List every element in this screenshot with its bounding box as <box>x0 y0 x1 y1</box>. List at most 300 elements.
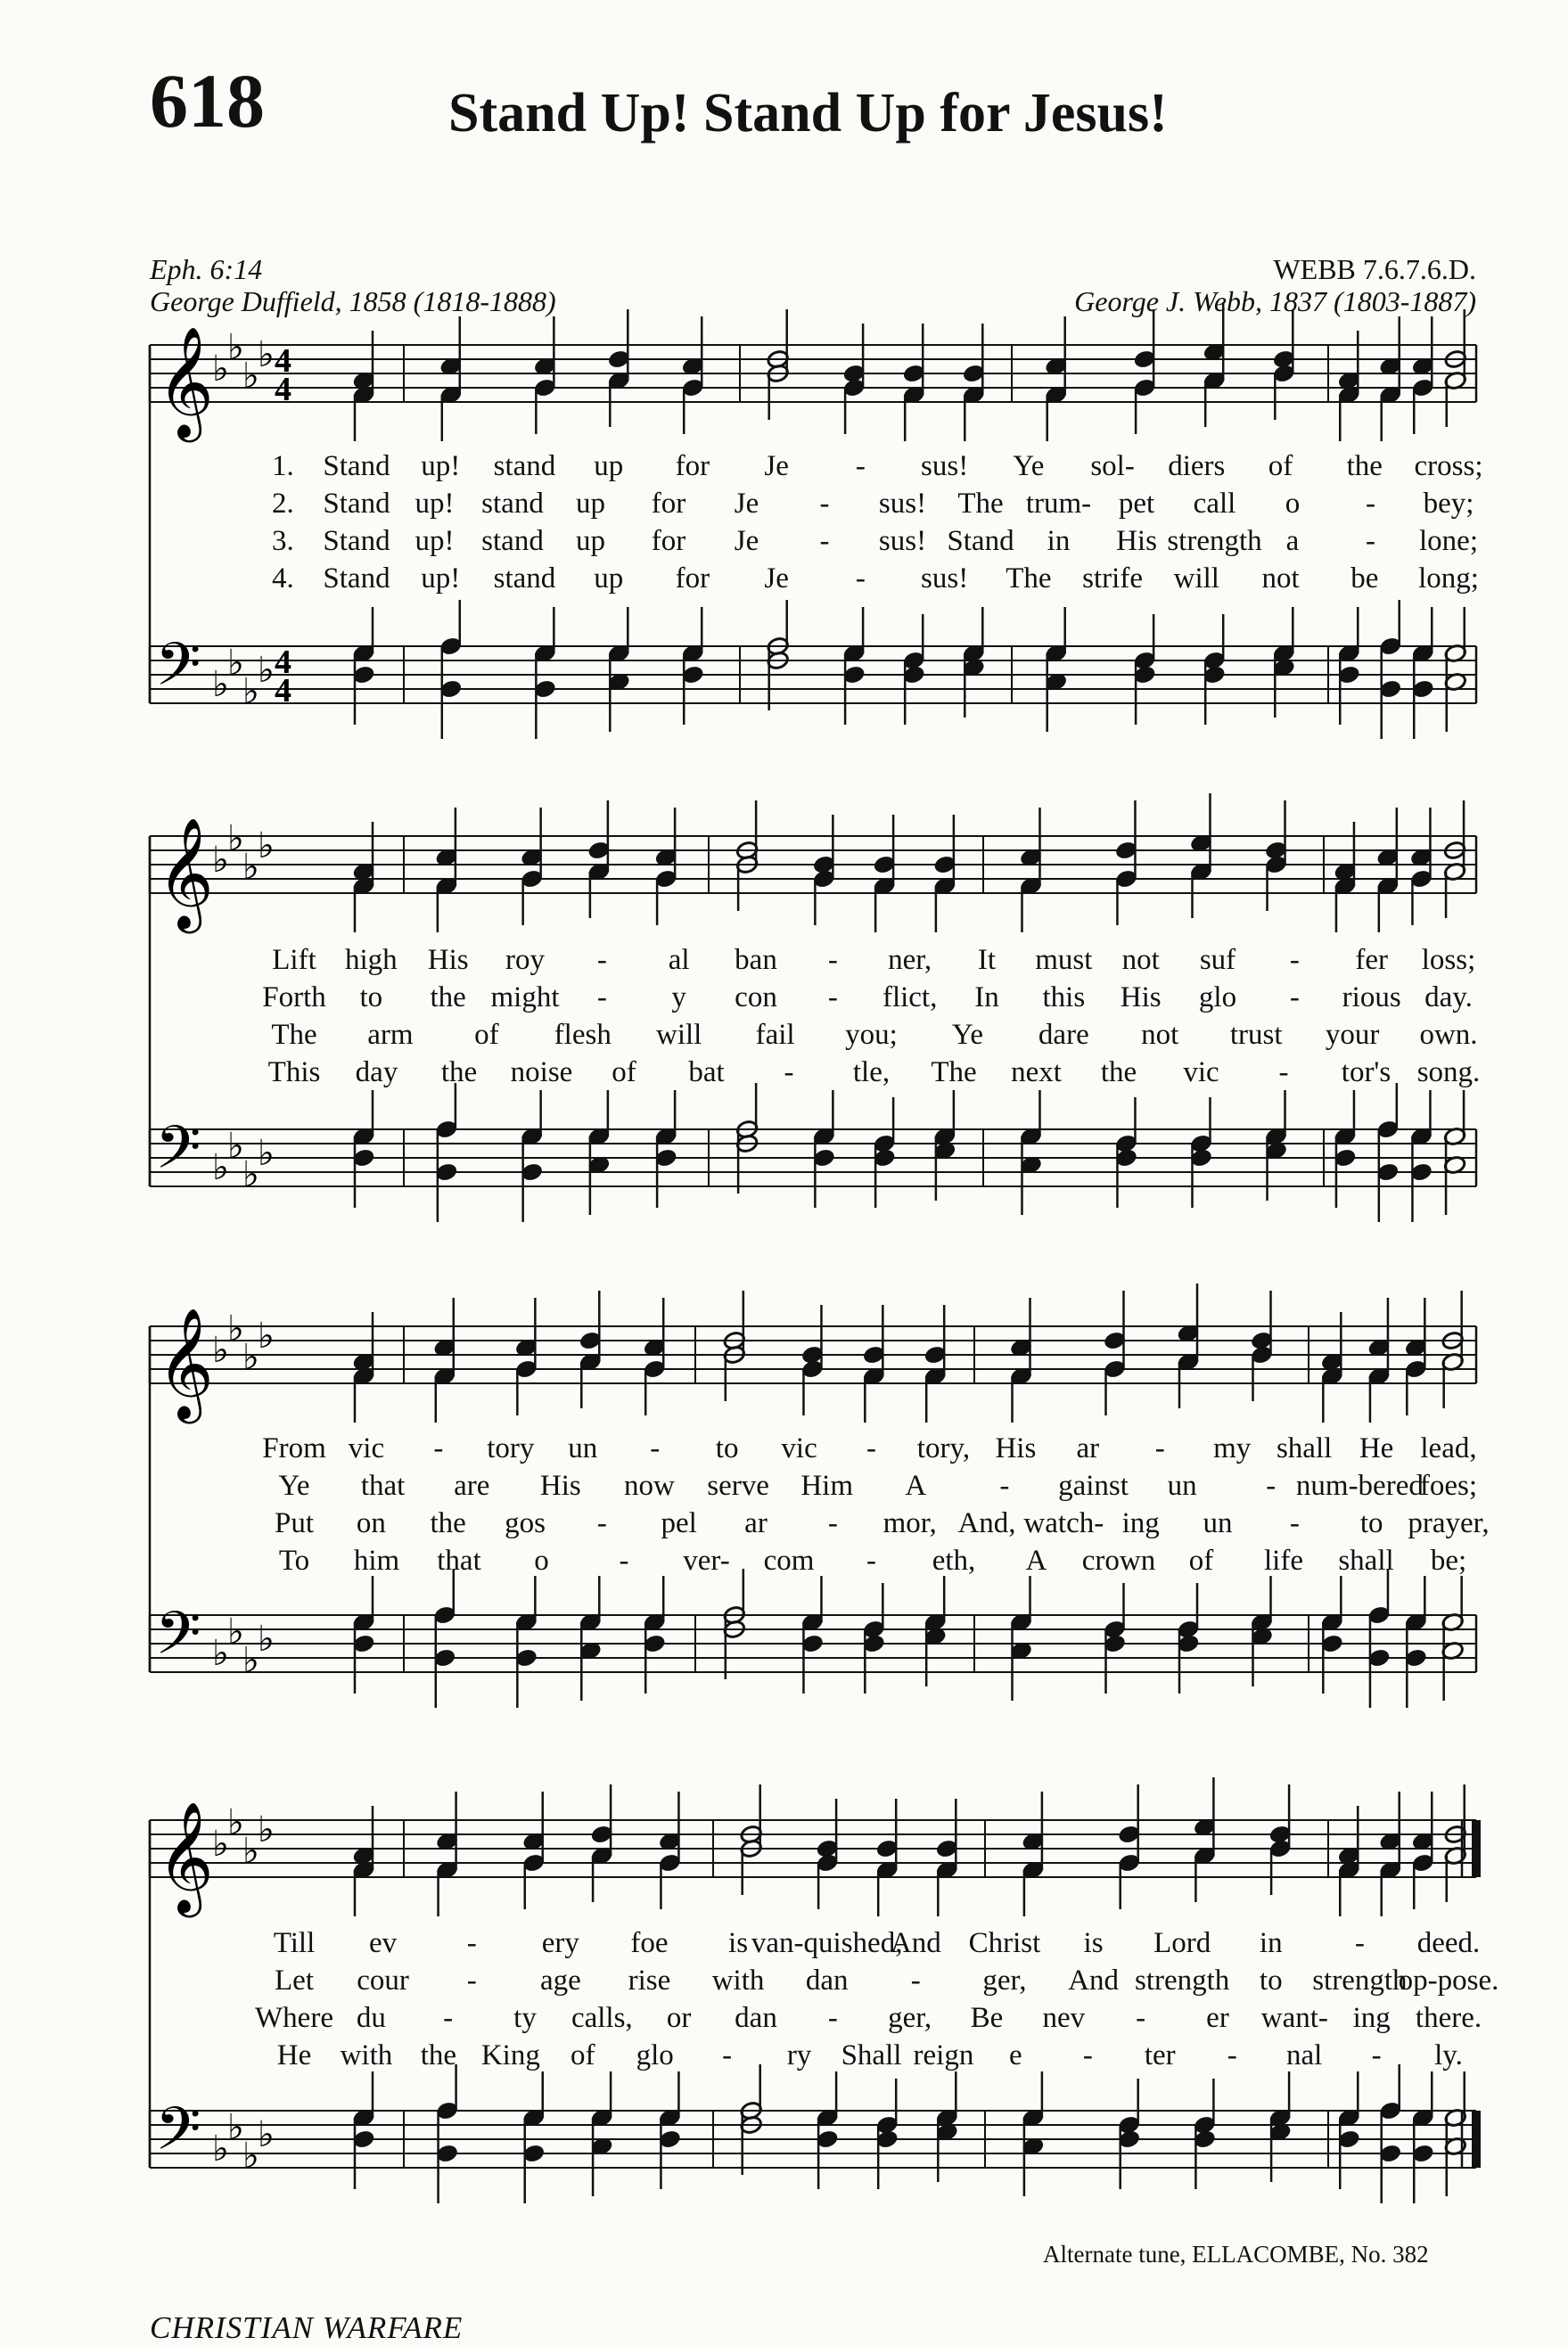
lyric-syllable: must <box>1035 944 1093 976</box>
lyric-syllable: - <box>1366 488 1375 520</box>
treble-staff <box>150 817 1476 933</box>
hymn-title: Stand Up! Stand Up for Jesus! <box>448 83 1168 144</box>
lyric-syllable: strength <box>1167 525 1262 557</box>
lyric-syllable: Je <box>734 488 759 520</box>
lyric-syllable: strife <box>1082 562 1143 595</box>
lyric-syllable: - <box>999 1470 1010 1502</box>
lyric-syllable: - <box>1278 1056 1289 1088</box>
lyric-line <box>0 2038 1568 2073</box>
lyric-syllable: a <box>1285 525 1300 557</box>
lyric-syllable: - <box>827 1507 838 1539</box>
flat-icon: ♭ <box>212 1824 229 1865</box>
lyric-syllable: next <box>1011 1056 1062 1088</box>
lyric-syllable: up! <box>415 525 455 557</box>
lyric-syllable: tle, <box>852 1056 891 1088</box>
lyric-syllable: A <box>1025 1545 1047 1577</box>
lyric-syllable: - <box>866 1432 876 1464</box>
treble-notes <box>352 302 1467 441</box>
flat-icon: ♭ <box>212 840 229 881</box>
lyric-syllable: call <box>1193 488 1236 520</box>
lyric-syllable: up! <box>421 450 461 482</box>
lyric-syllable: of <box>1188 1545 1214 1577</box>
bass-clef-icon: 𝄢 <box>155 1599 201 1682</box>
lyric-syllable: Lord <box>1153 1927 1211 1959</box>
lyric-syllable: The <box>957 488 1004 520</box>
lyric-syllable: van-quished, <box>751 1927 903 1959</box>
lyric-syllable: to <box>1359 1507 1383 1539</box>
lyric-syllable: num-bered <box>1295 1470 1424 1502</box>
lyric-syllable: ry <box>786 2039 812 2071</box>
lyric-syllable: dan <box>735 2002 777 2034</box>
lyric-syllable: not <box>1141 1019 1179 1051</box>
lyric-syllable: tor's <box>1341 1056 1391 1088</box>
lyric-syllable: my <box>1213 1432 1252 1464</box>
lyric-syllable: that <box>360 1470 406 1502</box>
lyric-syllable: - <box>910 1965 921 1997</box>
lyric-line <box>0 1468 1568 1504</box>
lyric-syllable: - <box>443 2002 454 2034</box>
lyric-syllable: - <box>827 2002 838 2034</box>
lyric-syllable: serve <box>707 1470 769 1502</box>
lyric-syllable: o <box>1285 488 1301 520</box>
lyric-syllable: com <box>763 1545 815 1577</box>
flat-icon: ♭ <box>258 825 275 866</box>
flat-icon: ♭ <box>212 664 229 705</box>
lyric-syllable: age <box>539 1965 581 1997</box>
lyric-syllable: - <box>855 562 866 595</box>
lyric-syllable: vic <box>348 1432 385 1464</box>
lyric-syllable: sus! <box>921 562 969 595</box>
lyric-syllable: up! <box>421 562 461 595</box>
flat-icon: ♭ <box>227 1802 244 1843</box>
lyric-syllable: From <box>262 1432 326 1464</box>
lyric-syllable: His <box>539 1470 581 1502</box>
lyric-syllable: - <box>596 981 607 1013</box>
lyric-syllable: will <box>1173 562 1219 595</box>
lyric-syllable: glo <box>636 2039 674 2071</box>
lyric-syllable: him <box>353 1545 400 1577</box>
lyric-syllable: in <box>1259 1927 1283 1959</box>
flat-icon: ♭ <box>258 650 275 691</box>
lyric-syllable: Where <box>255 2002 333 2034</box>
lyric-syllable: - <box>819 488 830 520</box>
lyric-syllable: Stand <box>323 562 390 595</box>
lyric-line <box>0 1017 1568 1053</box>
lyric-line <box>0 561 1568 596</box>
lyric-syllable: of <box>474 1019 499 1051</box>
lyric-syllable: lead, <box>1420 1432 1477 1464</box>
flat-icon: ♭ <box>258 2114 275 2155</box>
lyric-syllable: - <box>650 1432 661 1464</box>
treble-clef-icon: 𝄞 <box>157 1801 214 1913</box>
lyric-syllable: stand <box>493 562 556 595</box>
lyric-syllable: Je <box>764 450 789 482</box>
lyric-syllable: arm <box>367 1019 414 1051</box>
lyric-syllable: the <box>1100 1056 1137 1088</box>
lyric-line <box>0 1505 1568 1541</box>
flat-icon: ♭ <box>242 1640 259 1681</box>
flat-icon: ♭ <box>227 1126 244 1167</box>
lyric-syllable: Him <box>800 1470 854 1502</box>
lyric-syllable: His <box>995 1432 1037 1464</box>
lyric-syllable: that <box>437 1545 481 1577</box>
lyric-syllable: Ye <box>951 1019 983 1051</box>
lyric-syllable: foe <box>630 1927 669 1959</box>
lyric-syllable: In <box>974 981 999 1013</box>
lyric-syllable: - <box>619 1545 629 1577</box>
lyric-syllable: trust <box>1229 1019 1283 1051</box>
lyric-syllable: vic <box>1183 1056 1219 1088</box>
time-signature-top: 4 <box>275 342 291 380</box>
lyric-syllable: the <box>430 981 466 1013</box>
lyric-syllable: up <box>594 562 624 595</box>
lyric-syllable: up! <box>415 488 455 520</box>
time-signature-bottom: 4 <box>275 672 291 710</box>
treble-staff <box>150 326 1476 442</box>
lyric-syllable: rious <box>1342 981 1401 1013</box>
lyric-syllable: be <box>1350 562 1379 595</box>
lyric-syllable: Put <box>274 1507 315 1539</box>
verse-number: 2. <box>272 488 294 520</box>
lyric-syllable: Je <box>764 562 789 595</box>
lyric-syllable: crown <box>1081 1545 1156 1577</box>
lyric-syllable: song. <box>1416 1056 1481 1088</box>
flat-icon: ♭ <box>242 1831 259 1872</box>
flat-icon: ♭ <box>258 1809 275 1850</box>
treble-staff <box>150 1801 1476 1917</box>
lyric-syllable: ing <box>1121 1507 1160 1539</box>
lyric-syllable: bey; <box>1423 488 1474 520</box>
lyric-syllable: of <box>1268 450 1293 482</box>
lyric-syllable: - <box>466 1965 477 1997</box>
lyric-syllable: Till <box>273 1927 316 1959</box>
lyric-line <box>0 1431 1568 1466</box>
lyric-line <box>0 486 1568 521</box>
lyric-syllable: lone; <box>1419 525 1478 557</box>
flat-icon: ♭ <box>212 349 229 390</box>
lyric-syllable: ner, <box>888 944 932 976</box>
lyric-syllable: un <box>568 1432 598 1464</box>
bass-notes <box>352 2064 1467 2203</box>
flat-icon: ♭ <box>242 1154 259 1195</box>
lyric-syllable: stand <box>481 525 544 557</box>
lyric-syllable: roy <box>505 944 545 976</box>
lyric-syllable: up <box>576 525 605 557</box>
flat-icon: ♭ <box>242 356 259 397</box>
lyric-syllable: pel <box>661 1507 697 1539</box>
lyric-line <box>0 1543 1568 1579</box>
lyric-syllable: du <box>356 2002 386 2034</box>
lyric-syllable: your <box>1325 1019 1380 1051</box>
treble-clef-icon: 𝄞 <box>157 1308 214 1419</box>
lyric-syllable: - <box>1082 2039 1093 2071</box>
time-signature-top: 4 <box>275 644 291 681</box>
lyricist-credit: George Duffield, 1858 (1818-1888) <box>150 285 556 317</box>
lyric-syllable: His <box>1120 981 1162 1013</box>
lyric-syllable: tory <box>487 1432 535 1464</box>
lyric-syllable: flict, <box>882 981 938 1013</box>
lyric-syllable: are <box>454 1470 490 1502</box>
lyric-syllable: ger, <box>888 2002 932 2034</box>
lyric-syllable: ery <box>541 1927 579 1959</box>
lyric-syllable: - <box>1289 1507 1300 1539</box>
flat-icon: ♭ <box>227 643 244 684</box>
lyric-syllable: fail <box>755 1019 795 1051</box>
lyric-syllable: for <box>675 450 710 482</box>
lyric-line <box>0 448 1568 484</box>
lyric-syllable: now <box>624 1470 675 1502</box>
lyric-syllable: to <box>359 981 383 1013</box>
lyric-syllable: And <box>1068 1965 1119 1997</box>
lyric-syllable: sus! <box>878 525 927 557</box>
treble-notes <box>352 1777 1467 1916</box>
lyric-syllable: long; <box>1418 562 1479 595</box>
alternate-tune-note: Alternate tune, ELLACOMBE, No. 382 <box>1043 2241 1429 2268</box>
lyric-syllable: might <box>490 981 560 1013</box>
lyric-syllable: ev <box>369 1927 398 1959</box>
lyric-syllable: ar <box>1076 1432 1100 1464</box>
lyric-syllable: - <box>1136 2002 1146 2034</box>
lyric-syllable: - <box>596 1507 607 1539</box>
lyric-syllable: cour <box>357 1965 409 1997</box>
lyric-syllable: dan <box>805 1965 849 1997</box>
lyric-syllable: un <box>1203 1507 1233 1539</box>
lyric-syllable: He <box>1359 1432 1394 1464</box>
scripture-reference: Eph. 6:14 <box>150 253 263 285</box>
lyric-syllable: - <box>827 944 838 976</box>
lyric-syllable: - <box>1154 1432 1165 1464</box>
flat-icon: ♭ <box>258 1133 275 1174</box>
lyric-syllable: for <box>651 525 686 557</box>
lyric-syllable: - <box>722 2039 733 2071</box>
flat-icon: ♭ <box>227 1612 244 1653</box>
lyric-syllable: for <box>675 562 710 595</box>
lyric-syllable: of <box>612 1056 636 1088</box>
lyric-syllable: - <box>866 1545 876 1577</box>
lyric-syllable: op-pose. <box>1398 1965 1499 1997</box>
lyric-syllable: - <box>466 1927 477 1959</box>
lyric-syllable: - <box>827 981 838 1013</box>
lyric-syllable: - <box>819 525 830 557</box>
hymn-category: CHRISTIAN WARFARE <box>150 2310 464 2345</box>
lyric-syllable: strength <box>1134 1965 1230 1997</box>
treble-notes <box>352 793 1466 932</box>
lyric-syllable: Shall <box>841 2039 902 2071</box>
lyric-syllable: ing <box>1352 2002 1391 2034</box>
lyric-syllable: The <box>1006 562 1052 595</box>
lyric-syllable: eth, <box>932 1545 976 1577</box>
lyric-syllable: diers <box>1168 450 1226 482</box>
lyric-syllable: watch- <box>1023 1507 1104 1539</box>
lyric-syllable: is <box>728 1927 749 1959</box>
flat-icon: ♭ <box>227 327 244 368</box>
lyric-syllable: glo <box>1198 981 1237 1013</box>
lyric-syllable: ban <box>735 944 777 976</box>
lyric-syllable: This <box>267 1056 321 1088</box>
lyric-syllable: - <box>1227 2039 1237 2071</box>
lyric-syllable: Ye <box>1013 450 1045 482</box>
lyric-line <box>0 1925 1568 1961</box>
lyric-syllable: rise <box>628 1965 671 1997</box>
lyric-syllable: His <box>1116 525 1157 557</box>
lyric-syllable: own. <box>1419 1019 1478 1051</box>
lyric-syllable: mor, <box>883 1507 937 1539</box>
lyric-syllable: tory, <box>916 1432 971 1464</box>
lyric-syllable: The <box>271 1019 317 1051</box>
lyric-syllable: Je <box>734 525 759 557</box>
lyric-syllable: want- <box>1260 2002 1328 2034</box>
lyric-syllable: noise <box>510 1056 573 1088</box>
lyric-syllable: shall <box>1276 1432 1333 1464</box>
bass-clef-icon: 𝄢 <box>155 630 201 713</box>
treble-clef-icon: 𝄞 <box>157 326 214 438</box>
flat-icon: ♭ <box>242 671 259 712</box>
lyric-syllable: o <box>534 1545 549 1577</box>
lyric-syllable: Let <box>275 1965 314 1997</box>
flat-icon: ♭ <box>242 2136 259 2177</box>
lyric-syllable: Stand <box>323 525 390 557</box>
lyric-syllable: al <box>668 944 690 976</box>
bass-notes <box>352 1569 1465 1708</box>
lyric-syllable: - <box>855 450 866 482</box>
lyric-syllable: - <box>1266 1470 1277 1502</box>
flat-icon: ♭ <box>227 1308 244 1349</box>
lyric-syllable: fer <box>1355 944 1388 976</box>
lyric-syllable: His <box>427 944 469 976</box>
lyric-syllable: A <box>905 1470 927 1502</box>
lyric-syllable: ger, <box>982 1965 1027 1997</box>
lyric-syllable: is <box>1083 1927 1104 1959</box>
lyric-syllable: And <box>890 1927 941 1959</box>
lyric-syllable: ty <box>513 2002 537 2034</box>
verse-number: 1. <box>272 450 294 482</box>
lyric-syllable: with <box>340 2039 393 2071</box>
flat-icon: ♭ <box>212 1147 229 1188</box>
lyric-syllable: gainst <box>1058 1470 1129 1502</box>
lyric-syllable: Christ <box>968 1927 1041 1959</box>
lyric-syllable: sol- <box>1090 450 1135 482</box>
lyric-syllable: vic <box>781 1432 817 1464</box>
lyric-syllable: - <box>1289 981 1300 1013</box>
lyric-syllable: Stand <box>323 450 390 482</box>
lyric-syllable: - <box>1354 1927 1365 1959</box>
lyric-syllable: Be <box>970 2002 1004 2034</box>
lyric-syllable: - <box>596 944 607 976</box>
lyric-syllable: loss; <box>1421 944 1476 976</box>
lyric-syllable: stand <box>493 450 556 482</box>
composer-credit: George J. Webb, 1837 (1803-1887) <box>1074 285 1476 317</box>
lyric-syllable: you; <box>845 1019 898 1051</box>
lyric-syllable: prayer, <box>1408 1507 1490 1539</box>
lyric-syllable: gos <box>505 1507 546 1539</box>
lyric-syllable: - <box>784 1056 794 1088</box>
lyric-syllable: stand <box>481 488 544 520</box>
lyric-syllable: y <box>671 981 686 1013</box>
lyric-syllable: - <box>1371 2039 1382 2071</box>
lyric-syllable: with <box>711 1965 765 1997</box>
bass-notes <box>352 1083 1466 1222</box>
lyric-syllable: high <box>344 944 398 976</box>
lyric-syllable: in <box>1047 525 1071 557</box>
lyric-syllable: the <box>440 1056 478 1088</box>
lyric-syllable: not <box>1121 944 1160 976</box>
lyric-syllable: shall <box>1338 1545 1394 1577</box>
lyric-syllable: flesh <box>554 1019 612 1051</box>
bass-clef-icon: 𝄢 <box>155 2095 201 2178</box>
lyric-syllable: And, <box>957 1507 1016 1539</box>
lyric-syllable: life <box>1264 1545 1303 1577</box>
verse-number: 4. <box>272 562 294 595</box>
flat-icon: ♭ <box>227 818 244 859</box>
lyric-syllable: un <box>1167 1470 1197 1502</box>
lyric-syllable: er <box>1206 2002 1229 2034</box>
lyric-syllable: e <box>1009 2039 1022 2071</box>
flat-icon: ♭ <box>258 334 275 375</box>
lyric-syllable: calls, <box>571 2002 633 2034</box>
lyric-syllable: It <box>977 944 997 976</box>
lyric-syllable: not <box>1261 562 1300 595</box>
lyric-line <box>0 523 1568 559</box>
lyric-syllable: - <box>1366 525 1375 557</box>
lyric-syllable: ar <box>744 1507 768 1539</box>
lyric-syllable: deed. <box>1416 1927 1481 1959</box>
lyric-syllable: - <box>1289 944 1300 976</box>
lyric-syllable: con <box>735 981 777 1013</box>
lyric-syllable: bat <box>688 1056 725 1088</box>
lyric-line <box>0 980 1568 1015</box>
lyric-syllable: reign <box>913 2039 974 2071</box>
lyric-syllable: day <box>355 1056 398 1088</box>
lyric-syllable: dare <box>1038 1019 1089 1051</box>
flat-icon: ♭ <box>212 2129 229 2170</box>
lyric-line <box>0 1054 1568 1090</box>
lyric-syllable: day. <box>1424 981 1473 1013</box>
lyric-syllable: to <box>1259 1965 1283 1997</box>
lyric-syllable: sus! <box>921 450 969 482</box>
lyric-syllable: up <box>594 450 624 482</box>
lyric-syllable: up <box>576 488 605 520</box>
flat-icon: ♭ <box>242 1337 259 1378</box>
lyric-syllable: this <box>1042 981 1086 1013</box>
flat-icon: ♭ <box>227 2107 244 2148</box>
lyric-syllable: sus! <box>878 488 927 520</box>
flat-icon: ♭ <box>258 1316 275 1357</box>
lyric-syllable: strength <box>1312 1965 1408 1997</box>
lyric-syllable: will <box>655 1019 702 1051</box>
lyric-syllable: pet <box>1118 488 1155 520</box>
lyric-syllable: ly. <box>1434 2039 1463 2071</box>
lyric-syllable: suf <box>1199 944 1236 976</box>
tune-meter: WEBB 7.6.7.6.D. <box>1273 253 1476 285</box>
lyric-syllable: the <box>1346 450 1383 482</box>
lyric-syllable: ver- <box>683 1545 730 1577</box>
flat-icon: ♭ <box>258 1619 275 1660</box>
lyric-syllable: for <box>651 488 686 520</box>
lyric-syllable: To <box>278 1545 310 1577</box>
lyric-syllable: be; <box>1430 1545 1467 1577</box>
lyric-syllable: cross; <box>1414 450 1483 482</box>
lyric-syllable: the <box>430 1507 466 1539</box>
lyric-syllable: there. <box>1415 2002 1482 2034</box>
treble-notes <box>352 1284 1465 1423</box>
lyric-syllable: to <box>715 1432 739 1464</box>
lyric-syllable: the <box>420 2039 457 2071</box>
time-signature-bottom: 4 <box>275 371 291 408</box>
lyric-syllable: Forth <box>262 981 326 1013</box>
flat-icon: ♭ <box>242 847 259 888</box>
lyric-syllable: trum- <box>1025 488 1092 520</box>
hymn-number: 618 <box>150 58 265 144</box>
